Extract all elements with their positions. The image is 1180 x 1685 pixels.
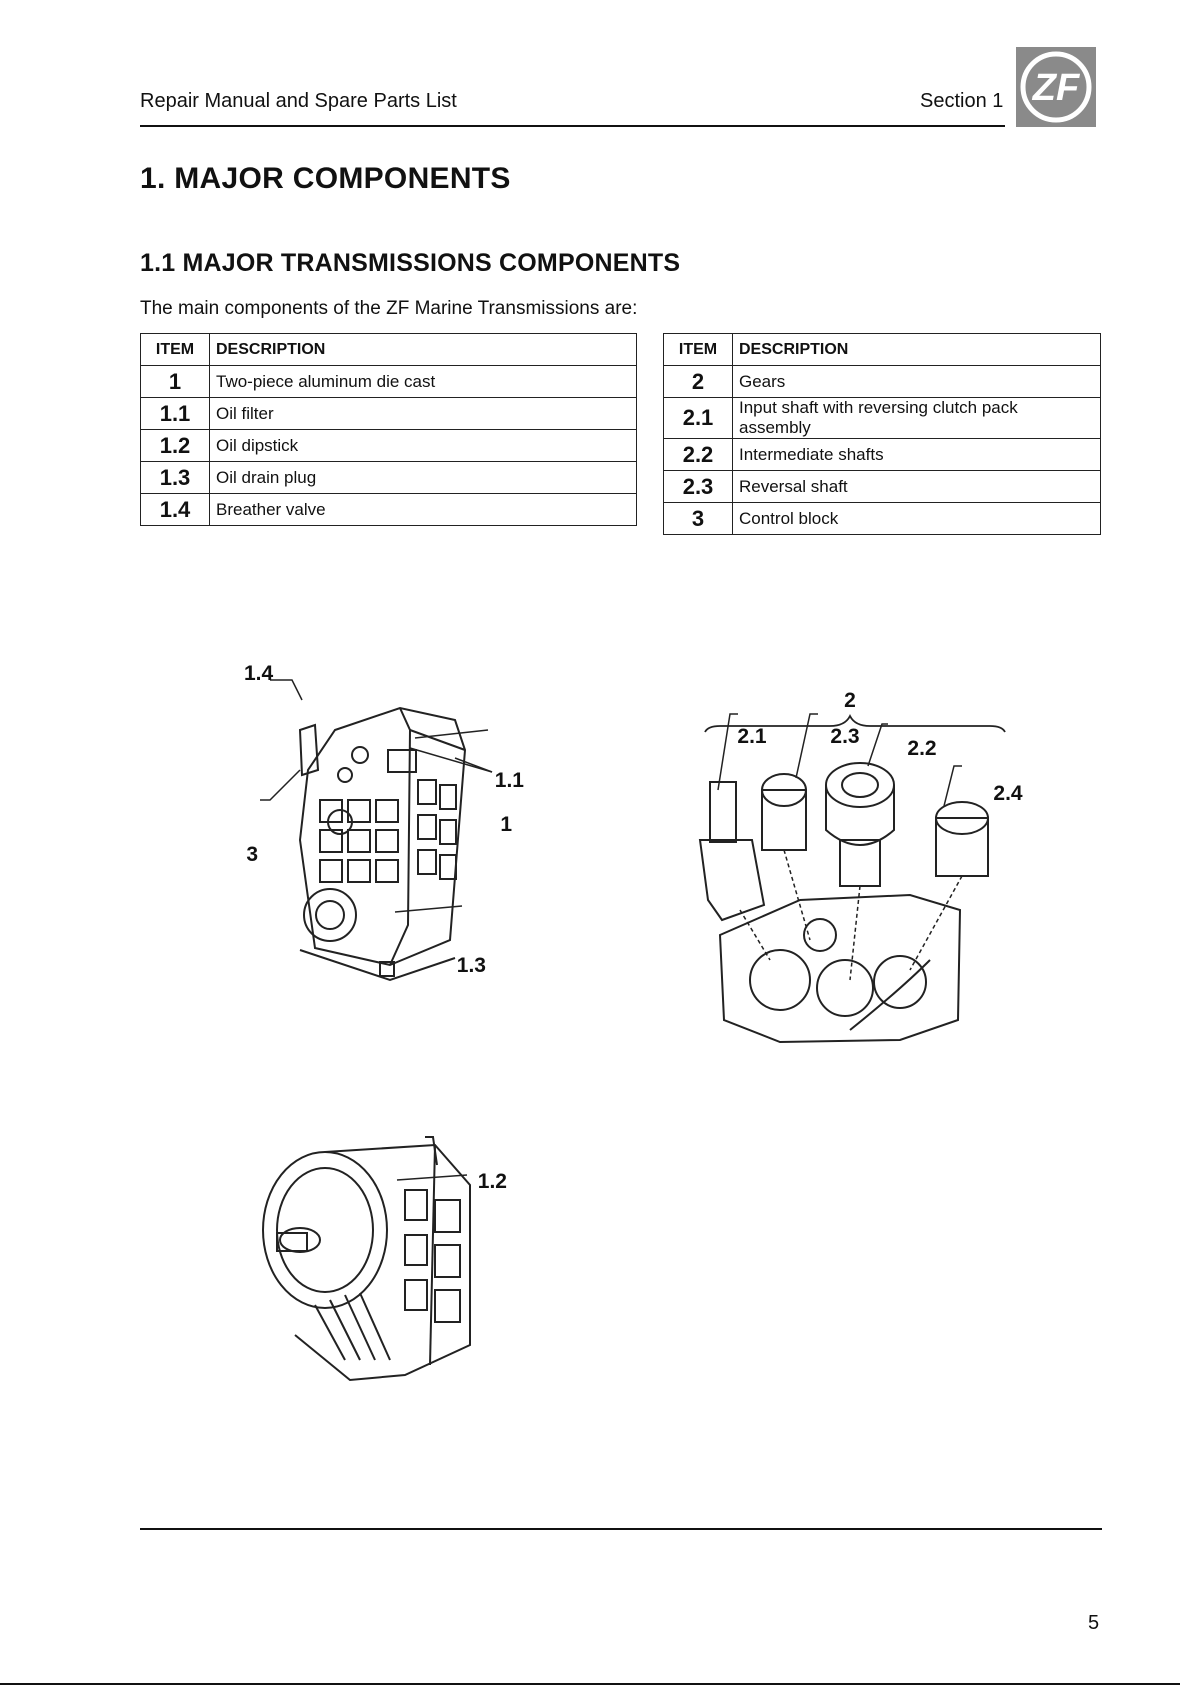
page-number: 5 [1088,1612,1100,1634]
callout-1-4: 1.4 [244,662,274,685]
transmission-illustration-front [240,662,580,1000]
item-description: Two-piece aluminum die cast [210,366,637,398]
transmission-drawing [263,1137,470,1380]
table-row [141,398,637,430]
transmission-illustration-rear [255,1135,575,1385]
item-number: 2.3 [664,471,733,503]
zf-logo [1016,47,1096,127]
callout-1-2: 1.2 [477,1170,507,1193]
callout-1: 1 [500,813,512,836]
column-header-item: ITEM [664,334,733,366]
item-number: 1.1 [141,398,210,430]
item-number: 1.2 [141,430,210,462]
table-row [664,471,1101,503]
item-number: 2.2 [664,439,733,471]
table-row [141,462,637,494]
zf-logo-text: ZF [1032,67,1080,109]
callout-1-3: 1.3 [456,954,486,977]
item-number: 1.4 [141,494,210,526]
item-description: Oil dipstick [210,430,637,462]
item-description: Breather valve [210,494,637,526]
item-number: 2.1 [664,398,733,439]
column-header-description: DESCRIPTION [210,334,637,366]
callout-2-1: 2.1 [737,725,767,748]
table-row [141,366,637,398]
callout-1-1: 1.1 [494,769,524,792]
callout-2-4: 2.4 [993,782,1023,805]
item-number: 1.3 [141,462,210,494]
page-title: 1. MAJOR COMPONENTS [140,162,511,195]
callout-2-3: 2.3 [830,725,860,748]
item-description: Intermediate shafts [733,439,1101,471]
column-header-description: DESCRIPTION [733,334,1101,366]
table-header-row [664,334,1101,366]
header-rule [140,125,1005,127]
item-description: Reversal shaft [733,471,1101,503]
intro-text: The main components of the ZF Marine Transmissions are: [140,298,638,319]
components-table-right [663,333,1101,535]
callout-2: 2 [844,689,856,712]
transmission-drawing [300,708,465,980]
item-number: 1 [141,366,210,398]
table-row [664,366,1101,398]
table-row [664,398,1101,439]
item-description: Control block [733,503,1101,535]
column-header-item: ITEM [141,334,210,366]
item-description: Input shaft with reversing clutch pack assembly [733,398,1101,439]
table-row [664,503,1101,535]
header-title: Repair Manual and Spare Parts List [140,90,457,112]
section-title: 1.1 MAJOR TRANSMISSIONS COMPONENTS [140,249,681,277]
gears-exploded-illustration [700,690,1060,1090]
header-section: Section 1 [920,90,1004,112]
item-number: 3 [664,503,733,535]
table-header-row [141,334,637,366]
item-number: 2 [664,366,733,398]
item-description: Gears [733,366,1101,398]
callout-3: 3 [246,843,258,866]
footer-rule [140,1528,1102,1530]
table-row [664,439,1101,471]
item-description: Oil drain plug [210,462,637,494]
leader-lines [397,1175,467,1180]
item-description: Oil filter [210,398,637,430]
callout-2-2: 2.2 [907,737,937,760]
table-row [141,430,637,462]
table-row [141,494,637,526]
components-table-left [140,333,637,526]
